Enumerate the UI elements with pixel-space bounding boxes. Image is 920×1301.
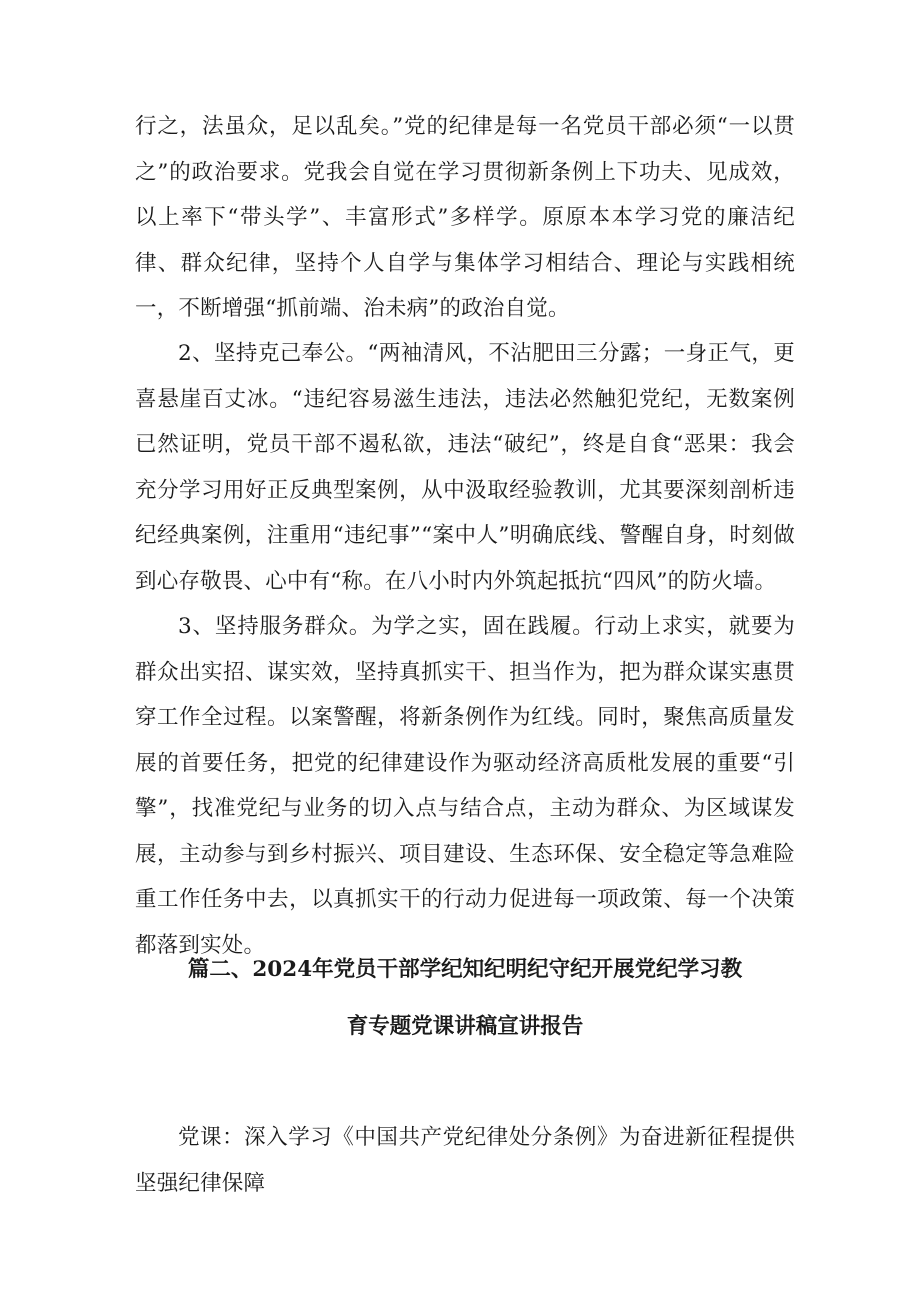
paragraph-serve-masses: 3、坚持服务群众。为学之实，固在践履。行动上求实，就要为群众出实招、谋实效，坚持真抓实干、担当作为，把为群众谋实惠贯穿工作全过程。以案警醒，将新条例作为红线。同时，聚焦高质量发展的首要任务，把党的纪律建设作为驱动经济高质枇发展的重要“引擎”，找准党纪与业务的切入点与结合点，主动为群众、为区域谋发展，主动参与到乡村振兴、项目建设、生态环保、安全稳定等急难险重工作任务中去，以真抓实干的行动力促进每一项政策、每一个决策都落到实处。 xyxy=(135,614,795,958)
section-heading-line-2: 育专题党课讲稿宣讲报告 xyxy=(346,1014,584,1039)
section-heading-line-1: 篇二、2024年党员干部学纪知纪明纪守纪开展党纪学习教 xyxy=(187,957,743,982)
paragraph-self-discipline: 2、坚持克己奉公。“两袖清风，不沾肥田三分露；一身正气，更喜悬崖百丈冰。“违纪容易滋生违法，违法必然触犯党纪，无数案例已然证明，党员干部不遏私欲，违法“破纪”，终是自食“恶果：我会充分学习用好正反典型案例，从中汲取经验教训，尤其要深刻剖析违纪经典案例，注重用“违纪事”“案中人”明确底线、警醒自身，时刻做到心存敬畏、心中有“称。在八小时内外筑起抵抗“四风”的防火墙。 xyxy=(135,341,795,594)
paragraph-discipline-study: 行之，法虽众，足以乱矣。”党的纪律是每一名党员干部必须“一以贯之”的政治要求。党我会自觉在学习贯彻新条例上下功夫、见成效，以上率下“带头学”、丰富形式”多样学。原原本本学习党的廉洁纪律、群众纪律，坚持个人自学与集体学习相结合、理论与实践相统一，不断增强“抓前端、治未病”的政治自觉。 xyxy=(135,114,795,321)
paragraph-party-lesson: 党课：深入学习《中国共产党纪律处分条例》为奋进新征程提供坚强纪律保障 xyxy=(135,1125,795,1196)
